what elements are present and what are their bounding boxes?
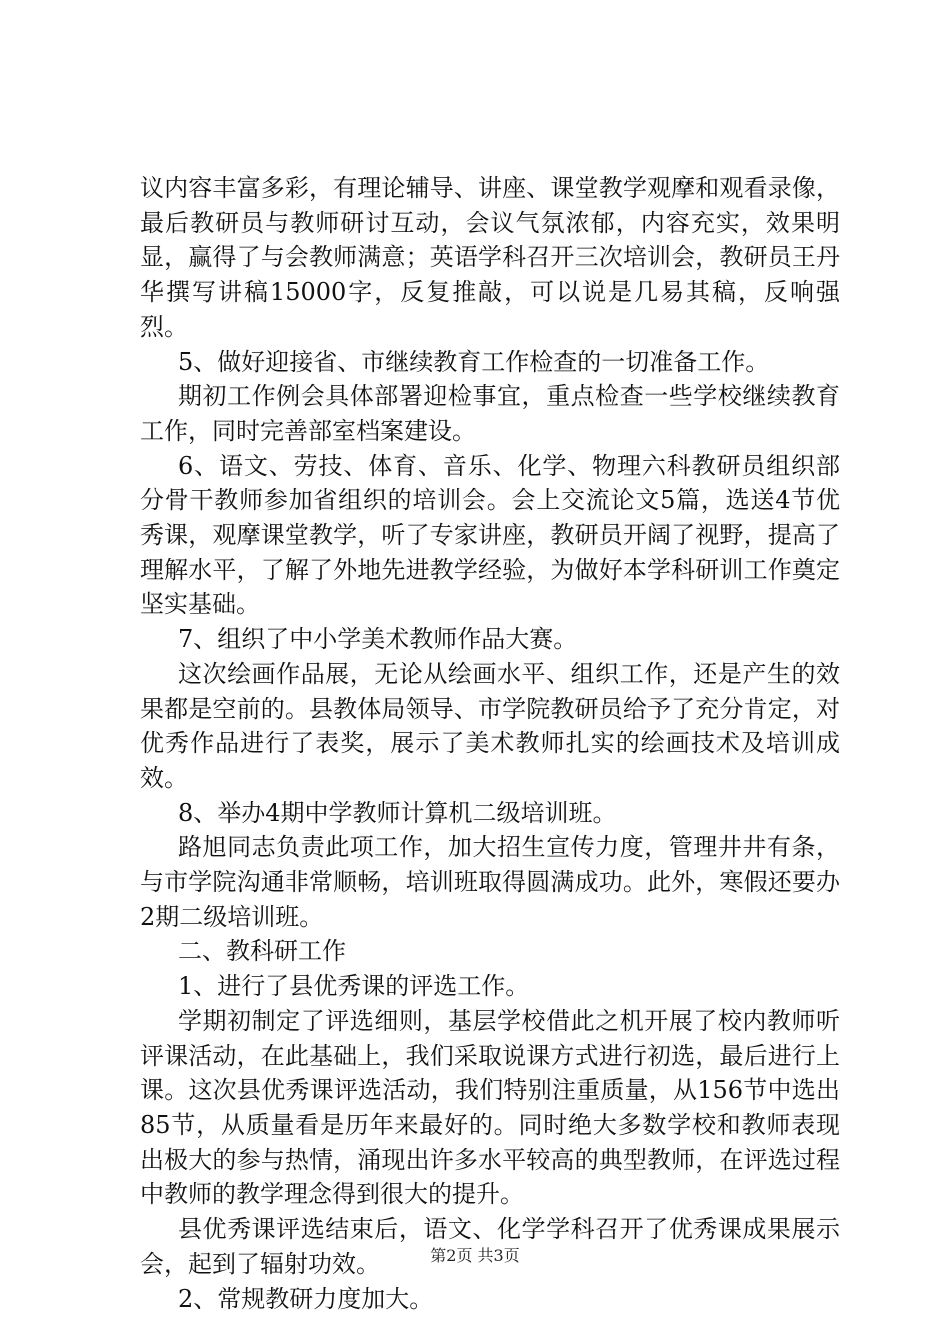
paragraph-heading-1: 1、进行了县优秀课的评选工作。: [178, 972, 530, 1001]
page-footer: 第2页 共3页: [430, 1246, 520, 1265]
document-body: [140, 171, 840, 1316]
paragraph-continuation: 议内容丰富多彩，有理论辅导、讲座、课堂教学观摩和观看录像，最后教研员与教师研讨互动，会议气氛浓郁，内容充实，效果明显，赢得了与会教师满意；英语学科召开三次培训会，教研员王丹华撰写讲稿15000字，反复推敲，可以说是几易其稿，反响强烈。: [140, 174, 840, 341]
paragraph: 学期初制定了评选细则，基层学校借此之机开展了校内教师听评课活动，在此基础上，我们采取说课方式进行初选，最后进行上课。这次县优秀课评选活动，我们特别注重质量，从156节中选出85节，从质量看是历年来最好的。同时绝大多数学校和教师表现出极大的参与热情，涌现出许多水平较高的典型教师，在评选过程中教师的教学理念得到很大的提升。: [140, 1006, 840, 1209]
paragraph-heading-7: 7、组织了中小学美术教师作品大赛。: [178, 625, 578, 654]
paragraph-heading-5: 5、做好迎接省、市继续教育工作检查的一切准备工作。: [178, 347, 770, 376]
section-heading: 二、教科研工作: [178, 937, 346, 966]
paragraph-heading-8: 8、举办4期中学教师计算机二级培训班。: [178, 798, 617, 827]
paragraph-heading-6: 6、语文、劳技、体育、音乐、化学、物理六科教研员组织部分骨干教师参加省组织的培训会。会上交流论文5篇，选送4节优秀课，观摩课堂教学，听了专家讲座，教研员开阔了视野，提高了理解水平，了解了外地先进教学经验，为做好本学科研训工作奠定坚实基础。: [140, 451, 840, 619]
paragraph: 县优秀课评选结束后，语文、化学学科召开了优秀课成果展示会，起到了辐射功效。: [140, 1215, 840, 1278]
paragraph: 期初工作例会具体部署迎检事宜，重点检查一些学校继续教育工作，同时完善部室档案建设。: [140, 382, 840, 445]
paragraph: 路旭同志负责此项工作，加大招生宣传力度，管理井井有条，与市学院沟通非常顺畅，培训班取得圆满成功。此外，寒假还要办2期二级培训班。: [140, 833, 840, 931]
paragraph-heading-2: 2、常规教研力度加大。: [178, 1284, 434, 1313]
paragraph: 这次绘画作品展，无论从绘画水平、组织工作，还是产生的效果都是空前的。县教体局领导、市学院教研员给予了充分肯定，对优秀作品进行了表奖，展示了美术教师扎实的绘画技术及培训成效。: [140, 659, 840, 792]
